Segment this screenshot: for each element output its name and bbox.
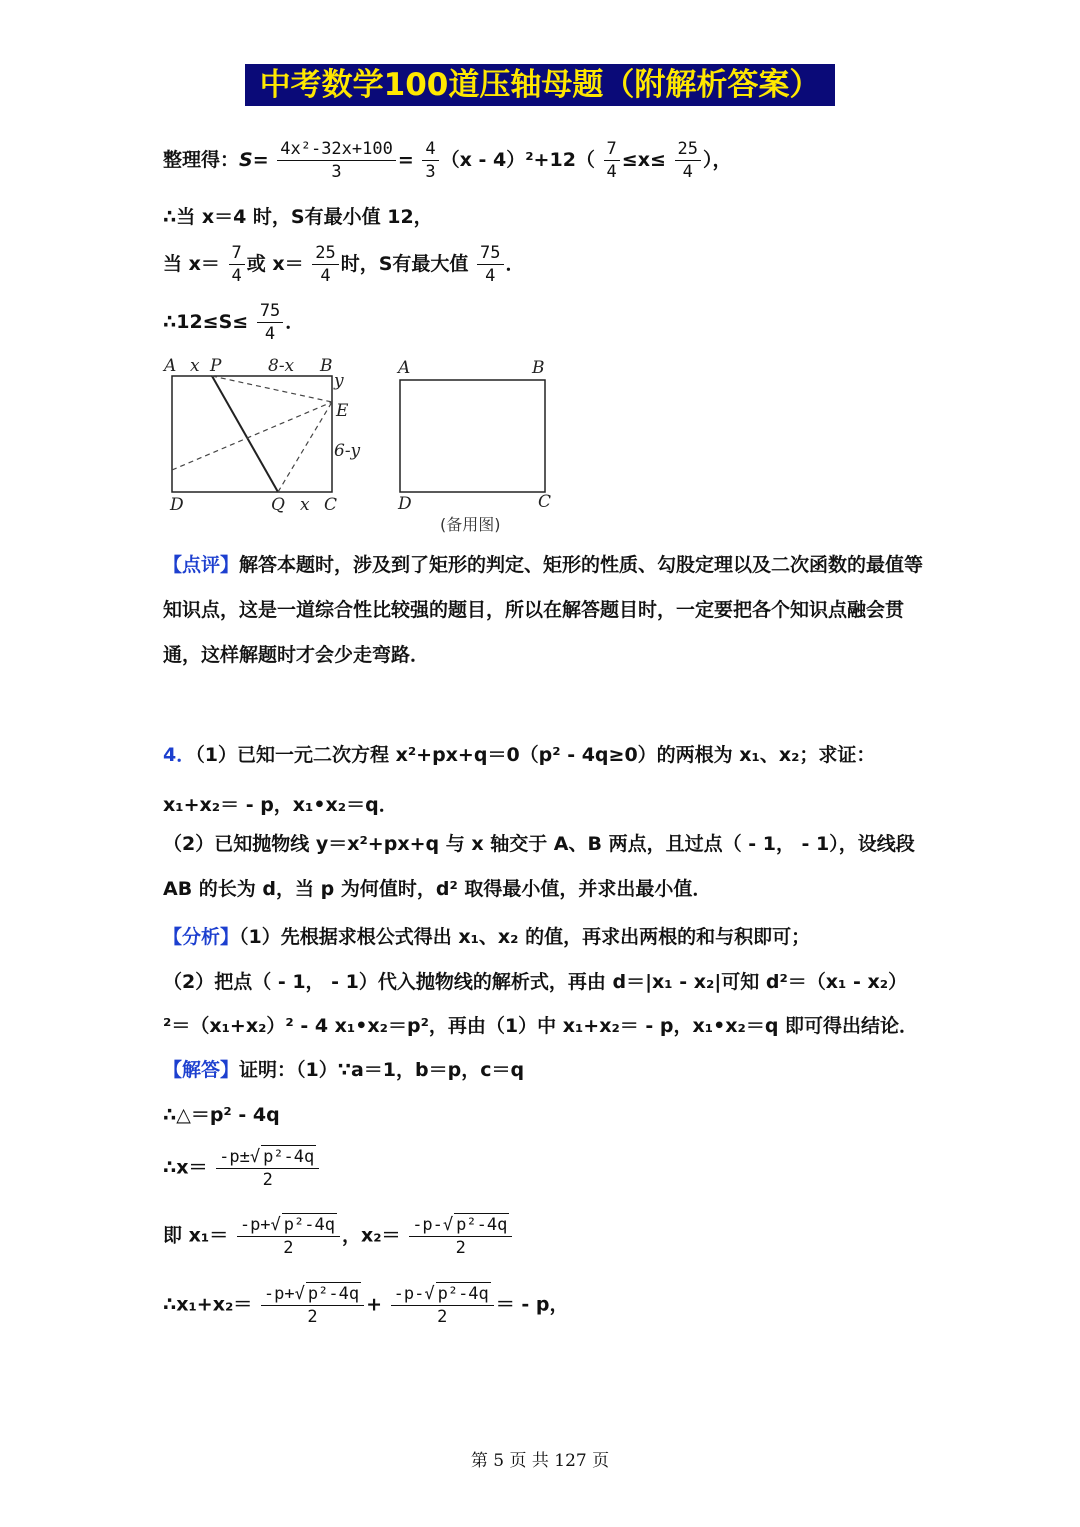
line-prefix: ∴x＝ [163, 1156, 208, 1179]
fraction [675, 138, 701, 183]
fraction [312, 242, 338, 287]
answer-line-3 [163, 1145, 321, 1191]
fraction [261, 1282, 364, 1328]
numerator: 25 [312, 242, 338, 265]
denominator: 2 [262, 1170, 273, 1190]
denominator: 4 [606, 162, 617, 182]
answer-line-5 [163, 1282, 569, 1328]
line-end: ）， [703, 149, 732, 171]
backup-label-a: A [398, 358, 411, 378]
analysis-line-2: （2）把点（ - 1， - 1）代入抛物线的解析式，再由 d＝|x₁ - x₂|可知 d²＝（x₁ - x₂） [163, 971, 908, 993]
backup-label-b: B [532, 358, 545, 378]
denominator: 4 [320, 266, 331, 286]
derivation-line-1 [163, 138, 732, 183]
answer-line-4 [163, 1213, 514, 1259]
numerator-part: -p- [393, 1284, 425, 1304]
numerator: -p±√ p²-4q [216, 1145, 319, 1169]
label-x2: x [300, 495, 310, 515]
line-prefix: ∴x₁+x₂＝ [163, 1293, 253, 1316]
denominator: 4 [264, 324, 276, 344]
numerator: -p+√ p²-4q [237, 1213, 340, 1237]
label-d: D [170, 495, 184, 515]
equals: = [397, 149, 414, 171]
label-c: C [324, 495, 338, 515]
comment-tag: 【点评】 [163, 554, 240, 576]
answer-text: 证明：（1）∵a＝1，b＝p，c＝q [239, 1059, 525, 1081]
numerator: 75 [477, 242, 503, 265]
radicand: p²-4q [456, 1215, 508, 1235]
fraction [477, 242, 503, 287]
dashed-de [172, 402, 332, 470]
denominator: 3 [331, 162, 342, 182]
answer-tag: 【解答】 [163, 1059, 240, 1081]
question-4-part-1b: x₁+x₂＝ - p，x₁•x₂＝q． [163, 794, 398, 816]
denominator: 3 [425, 162, 436, 182]
radicand: p²-4q [307, 1284, 360, 1304]
question-text: （1）已知一元二次方程 x²+px+q＝0（p² - 4q≥0）的两根为 x₁、x₂；求证： [195, 744, 876, 766]
denominator: 4 [682, 162, 693, 182]
label-x: x [190, 356, 200, 376]
label-8-x: 8-x [268, 356, 295, 376]
answer-line-2: ∴△＝p² - 4q [163, 1104, 280, 1126]
line-prefix: 当 x＝ [163, 253, 220, 275]
radicand: p²-4q [283, 1215, 335, 1235]
fraction [422, 138, 438, 183]
answer-line-1 [163, 1055, 524, 1082]
numerator-part: -p+ [239, 1215, 271, 1235]
label-p: P [210, 356, 222, 376]
label-6-y: 6-y [334, 441, 361, 461]
numerator: 4x²-32x+100 [277, 138, 396, 161]
derivation-line-3 [163, 242, 525, 287]
line-end: ． [285, 311, 305, 333]
numerator: 4 [422, 138, 438, 161]
expression: 或 x＝ [246, 253, 304, 275]
analysis-line-3: ²＝（x₁+x₂）² - 4 x₁•x₂＝p²，再由（1）中 x₁+x₂＝ - p，x₁•x₂＝q 即可得出结论． [163, 1015, 919, 1037]
expression: （x - 4）²+12（ [440, 149, 595, 171]
inequality: ≤x≤ [621, 149, 666, 171]
label-e: E [336, 401, 349, 421]
numerator-part: -p± [219, 1147, 250, 1167]
segment-pq [212, 376, 278, 492]
equals: = [252, 149, 269, 171]
backup-caption: (备用图) [440, 515, 501, 534]
expression: 时，S有最大值 [340, 253, 469, 275]
analysis-text: （1）先根据求根公式得出 x₁、x₂ 的值，再求出两根的和与积即可； [239, 926, 811, 948]
dashed-pe [212, 376, 332, 402]
label-y: y [334, 371, 344, 391]
line-prefix: ∴12≤S≤ [163, 311, 249, 333]
radicand: p²-4q [437, 1284, 489, 1304]
backup-label-d: D [398, 494, 412, 514]
derivation-line-4 [163, 300, 304, 345]
dashed-qe [278, 402, 332, 492]
denominator: 2 [283, 1238, 294, 1258]
numerator: 75 [257, 300, 283, 323]
geometry-figure [160, 352, 580, 542]
radicand: p²-4q [263, 1147, 315, 1167]
question-4-part-2: （2）已知抛物线 y＝x²+px+q 与 x 轴交于 A、B 两点，且过点（ - 1， - 1），设线段 AB 的长为 d，当 p 为何值时，d² 取得最小值，并求出最小值． [163, 833, 915, 900]
analysis-line-1 [163, 922, 810, 949]
comment-paragraph [163, 543, 928, 678]
denominator: 4 [231, 266, 242, 286]
fraction [277, 138, 396, 183]
line-end: ． [505, 253, 525, 275]
analysis-tag: 【分析】 [163, 926, 240, 948]
backup-label-c: C [538, 492, 552, 512]
numerator-part: -p+ [263, 1284, 295, 1304]
derivation-line-2: ∴当 x＝4 时，S有最小值 12， [163, 206, 433, 228]
numerator-part: -p- [412, 1215, 443, 1235]
rectangle-abcd [172, 376, 332, 492]
denominator: 2 [437, 1307, 448, 1327]
plus-sign: + [366, 1293, 382, 1316]
numerator: 7 [604, 138, 620, 161]
fraction [216, 1145, 319, 1191]
fraction [391, 1282, 494, 1328]
numerator: -p-√ p²-4q [409, 1213, 512, 1237]
numerator: -p-√ p²-4q [391, 1282, 494, 1306]
question-number: 4． [163, 744, 196, 766]
label-a: A [164, 356, 177, 376]
denominator: 2 [455, 1238, 466, 1258]
var-s: S [239, 149, 253, 171]
numerator: 25 [675, 138, 701, 161]
page-title: 中考数学100道压轴母题（附解析答案） [245, 64, 835, 106]
numerator: -p+√ p²-4q [261, 1282, 364, 1306]
fraction [257, 300, 283, 345]
fraction [604, 138, 620, 183]
line-prefix: 整理得： [163, 149, 240, 171]
line-prefix: 即 x₁＝ [163, 1224, 229, 1247]
label-b: B [320, 356, 333, 376]
expression: ，x₂＝ [341, 1224, 401, 1247]
numerator: 7 [229, 242, 245, 265]
question-4-part-1 [163, 733, 928, 778]
fraction [229, 242, 245, 287]
denominator: 4 [485, 266, 496, 286]
label-q: Q [271, 495, 285, 515]
denominator: 2 [307, 1307, 318, 1327]
fraction [409, 1213, 512, 1259]
backup-rectangle [400, 380, 545, 492]
comment-text: 解答本题时，涉及到了矩形的判定、矩形的性质、勾股定理以及二次函数的最值等知识点，这是一道综合性比较强的题目，所以在解答题目时，一定要把各个知识点融会贯通，这样解题时才会少走弯路． [163, 554, 924, 666]
line-end: ＝ - p， [495, 1293, 569, 1316]
page-footer: 第 5 页 共 127 页 [470, 1451, 610, 1471]
fraction [237, 1213, 340, 1259]
